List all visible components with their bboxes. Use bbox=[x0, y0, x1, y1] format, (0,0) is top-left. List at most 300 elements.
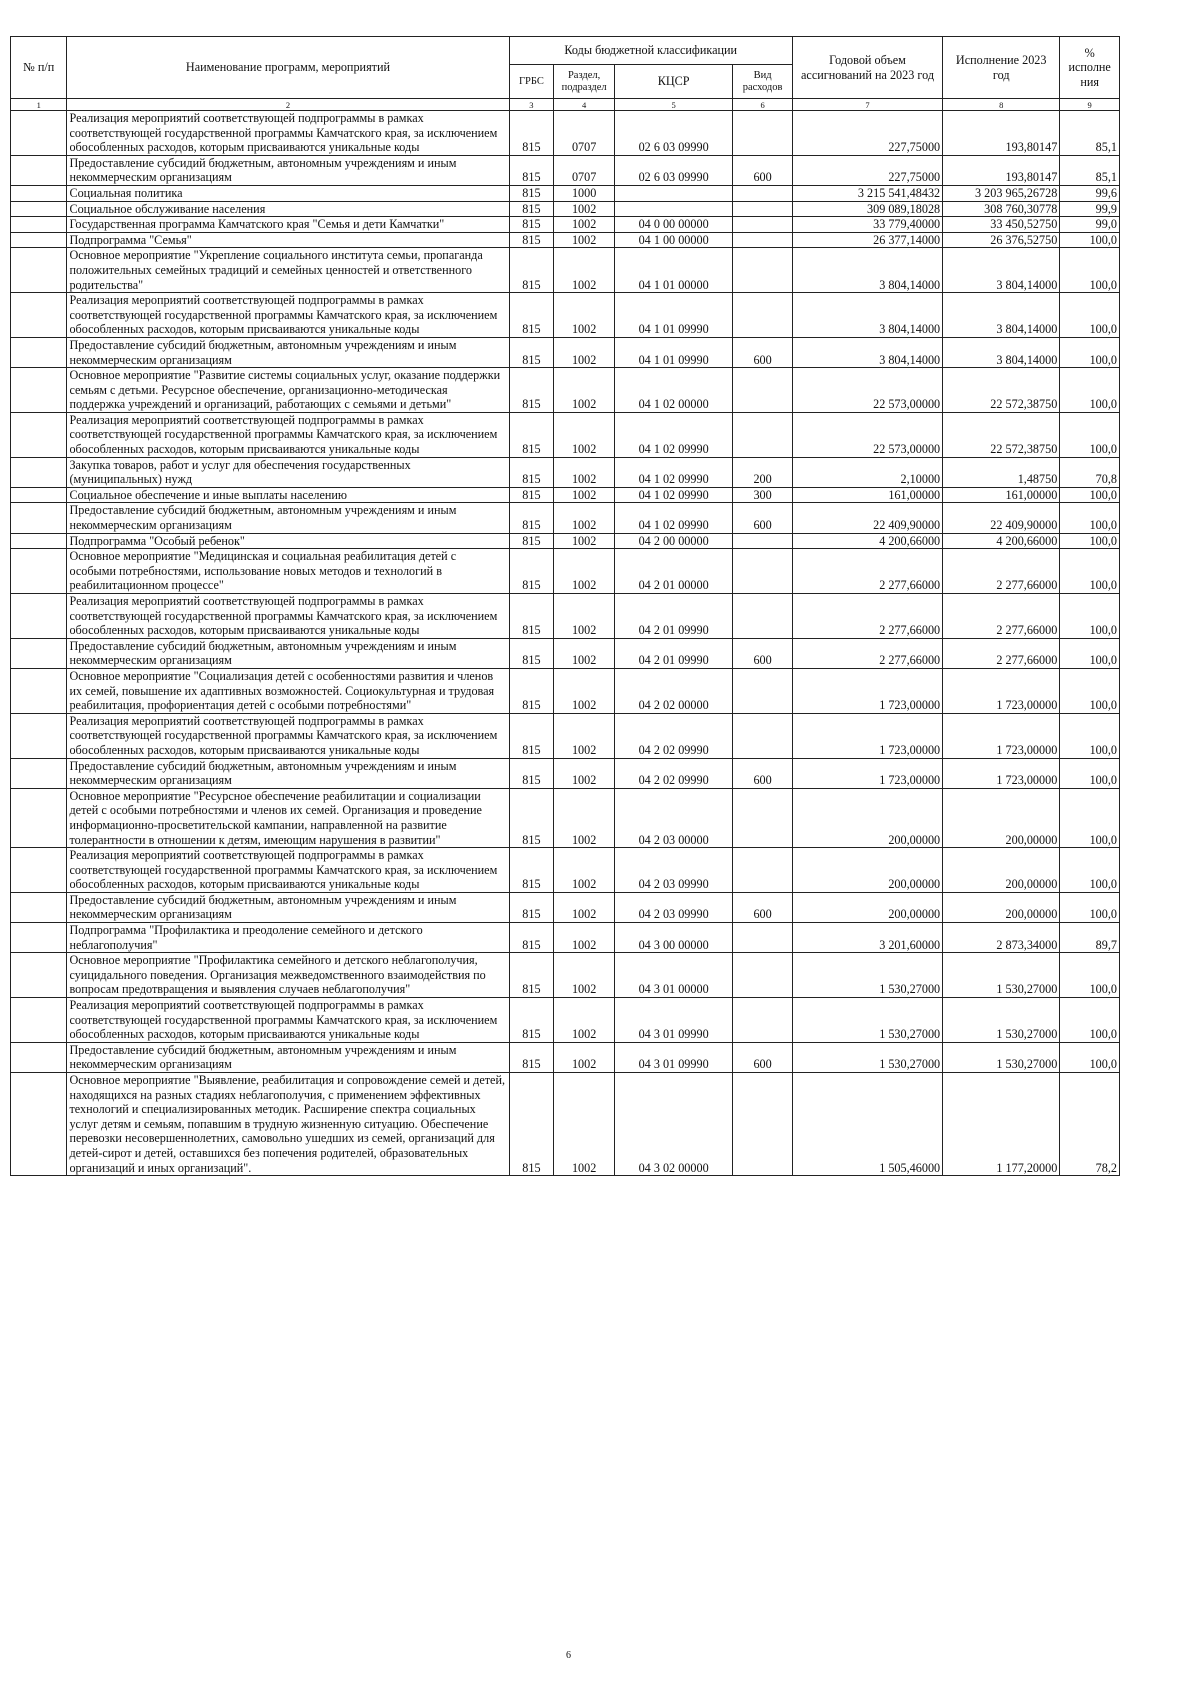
razdel-cell: 1002 bbox=[554, 758, 615, 788]
num-cell bbox=[11, 337, 67, 367]
annual-amount: 200,00000 bbox=[792, 848, 942, 893]
kcsr-cell bbox=[615, 185, 733, 201]
row-name: Подпрограмма "Особый ребенок" bbox=[67, 533, 509, 549]
vid-cell: 600 bbox=[733, 155, 793, 185]
row-name: Реализация мероприятий соответствующей подпрограммы в рамках соответствующей государственной программы Камчатского края, за исключением обособленных расходов, которым присваиваются уникальные коды bbox=[67, 848, 509, 893]
grbs-cell: 815 bbox=[509, 998, 554, 1043]
table-row bbox=[11, 111, 1120, 156]
razdel-cell: 1002 bbox=[554, 713, 615, 758]
razdel-cell: 1002 bbox=[554, 201, 615, 217]
kcsr-cell: 04 2 02 00000 bbox=[615, 668, 733, 713]
vid-cell: 200 bbox=[733, 457, 793, 487]
executed-amount: 200,00000 bbox=[943, 892, 1060, 922]
percent-cell: 100,0 bbox=[1060, 337, 1120, 367]
num-cell bbox=[11, 788, 67, 847]
grbs-cell: 815 bbox=[509, 953, 554, 998]
annual-amount: 1 723,00000 bbox=[792, 668, 942, 713]
grbs-cell: 815 bbox=[509, 848, 554, 893]
table-row bbox=[11, 788, 1120, 847]
vid-cell: 600 bbox=[733, 337, 793, 367]
razdel-cell: 1002 bbox=[554, 248, 615, 293]
kcsr-cell: 04 2 03 09990 bbox=[615, 892, 733, 922]
annual-amount: 1 530,27000 bbox=[792, 953, 942, 998]
percent-cell: 78,2 bbox=[1060, 1073, 1120, 1176]
kcsr-cell: 04 1 00 00000 bbox=[615, 232, 733, 248]
annual-amount: 22 573,00000 bbox=[792, 368, 942, 413]
kcsr-cell: 04 1 02 09990 bbox=[615, 487, 733, 503]
num-cell bbox=[11, 368, 67, 413]
vid-cell bbox=[733, 713, 793, 758]
column-number: 3 bbox=[509, 99, 554, 111]
executed-amount: 33 450,52750 bbox=[943, 217, 1060, 233]
grbs-cell: 815 bbox=[509, 533, 554, 549]
num-cell bbox=[11, 503, 67, 533]
column-number: 4 bbox=[554, 99, 615, 111]
row-name: Социальная политика bbox=[67, 185, 509, 201]
razdel-cell: 1002 bbox=[554, 1073, 615, 1176]
column-number-row bbox=[11, 99, 1120, 111]
annual-amount: 3 804,14000 bbox=[792, 248, 942, 293]
annual-amount: 4 200,66000 bbox=[792, 533, 942, 549]
annual-amount: 1 530,27000 bbox=[792, 998, 942, 1043]
num-cell bbox=[11, 111, 67, 156]
grbs-cell: 815 bbox=[509, 457, 554, 487]
razdel-cell: 0707 bbox=[554, 155, 615, 185]
table-row bbox=[11, 638, 1120, 668]
row-name: Реализация мероприятий соответствующей подпрограммы в рамках соответствующей государственной программы Камчатского края, за исключением обособленных расходов, которым присваиваются уникальные коды bbox=[67, 293, 509, 338]
num-cell bbox=[11, 594, 67, 639]
executed-amount: 22 572,38750 bbox=[943, 368, 1060, 413]
table-row bbox=[11, 232, 1120, 248]
grbs-cell: 815 bbox=[509, 638, 554, 668]
executed-amount: 22 572,38750 bbox=[943, 412, 1060, 457]
annual-amount: 227,75000 bbox=[792, 111, 942, 156]
table-row bbox=[11, 185, 1120, 201]
vid-cell bbox=[733, 788, 793, 847]
table-row bbox=[11, 533, 1120, 549]
percent-cell: 85,1 bbox=[1060, 111, 1120, 156]
executed-amount: 2 277,66000 bbox=[943, 594, 1060, 639]
column-number: 9 bbox=[1060, 99, 1120, 111]
executed-amount: 26 376,52750 bbox=[943, 232, 1060, 248]
grbs-cell: 815 bbox=[509, 412, 554, 457]
table-row bbox=[11, 549, 1120, 594]
num-cell bbox=[11, 638, 67, 668]
table-row bbox=[11, 758, 1120, 788]
executed-amount: 200,00000 bbox=[943, 788, 1060, 847]
vid-cell bbox=[733, 923, 793, 953]
num-cell bbox=[11, 953, 67, 998]
table-row bbox=[11, 713, 1120, 758]
kcsr-cell: 04 3 00 00000 bbox=[615, 923, 733, 953]
vid-cell bbox=[733, 412, 793, 457]
grbs-cell: 815 bbox=[509, 232, 554, 248]
razdel-cell: 1002 bbox=[554, 457, 615, 487]
grbs-cell: 815 bbox=[509, 923, 554, 953]
razdel-cell: 1002 bbox=[554, 638, 615, 668]
executed-amount: 1 723,00000 bbox=[943, 713, 1060, 758]
kcsr-cell: 04 2 02 09990 bbox=[615, 713, 733, 758]
annual-amount: 1 505,46000 bbox=[792, 1073, 942, 1176]
num-cell bbox=[11, 217, 67, 233]
annual-amount: 1 723,00000 bbox=[792, 758, 942, 788]
budget-execution-sheet bbox=[10, 36, 1120, 1176]
razdel-cell: 1002 bbox=[554, 503, 615, 533]
vid-cell bbox=[733, 248, 793, 293]
kcsr-cell: 04 1 01 09990 bbox=[615, 293, 733, 338]
percent-cell: 100,0 bbox=[1060, 549, 1120, 594]
kcsr-cell: 04 2 00 00000 bbox=[615, 533, 733, 549]
percent-cell: 100,0 bbox=[1060, 758, 1120, 788]
num-cell bbox=[11, 412, 67, 457]
row-name: Предоставление субсидий бюджетным, автономным учреждениям и иным некоммерческим организациям bbox=[67, 758, 509, 788]
percent-cell: 70,8 bbox=[1060, 457, 1120, 487]
percent-cell: 100,0 bbox=[1060, 594, 1120, 639]
table-row bbox=[11, 923, 1120, 953]
annual-amount: 3 804,14000 bbox=[792, 293, 942, 338]
razdel-cell: 1002 bbox=[554, 337, 615, 367]
razdel-cell: 1002 bbox=[554, 368, 615, 413]
vid-cell bbox=[733, 1073, 793, 1176]
executed-amount: 193,80147 bbox=[943, 111, 1060, 156]
grbs-cell: 815 bbox=[509, 503, 554, 533]
annual-amount: 200,00000 bbox=[792, 892, 942, 922]
row-name: Реализация мероприятий соответствующей подпрограммы в рамках соответствующей государственной программы Камчатского края, за исключением обособленных расходов, которым присваиваются уникальные коды bbox=[67, 594, 509, 639]
kcsr-cell: 04 2 03 00000 bbox=[615, 788, 733, 847]
percent-cell: 100,0 bbox=[1060, 892, 1120, 922]
num-cell bbox=[11, 892, 67, 922]
executed-amount: 1 530,27000 bbox=[943, 998, 1060, 1043]
row-name: Предоставление субсидий бюджетным, автономным учреждениям и иным некоммерческим организациям bbox=[67, 638, 509, 668]
vid-cell bbox=[733, 111, 793, 156]
annual-amount: 161,00000 bbox=[792, 487, 942, 503]
vid-cell bbox=[733, 293, 793, 338]
vid-cell bbox=[733, 549, 793, 594]
row-name: Основное мероприятие "Развитие системы социальных услуг, оказание поддержки семьям с детьми. Ресурсное обеспечение, организационно-методическая поддержка учреждений и организаций, работающих с семьями и детьми" bbox=[67, 368, 509, 413]
table-header bbox=[11, 37, 1120, 111]
percent-cell: 100,0 bbox=[1060, 848, 1120, 893]
num-cell bbox=[11, 533, 67, 549]
annual-amount: 26 377,14000 bbox=[792, 232, 942, 248]
row-name: Основное мероприятие "Профилактика семейного и детского неблагополучия, суицидального поведения. Организация межведомственного взаимодействия по вопросам предотвращения и выявления случаев неблагополучия" bbox=[67, 953, 509, 998]
grbs-cell: 815 bbox=[509, 788, 554, 847]
row-name: Реализация мероприятий соответствующей подпрограммы в рамках соответствующей государственной программы Камчатского края, за исключением обособленных расходов, которым присваиваются уникальные коды bbox=[67, 111, 509, 156]
razdel-cell: 1002 bbox=[554, 892, 615, 922]
percent-cell: 100,0 bbox=[1060, 412, 1120, 457]
vid-cell bbox=[733, 533, 793, 549]
grbs-cell: 815 bbox=[509, 111, 554, 156]
kcsr-cell bbox=[615, 201, 733, 217]
row-name: Предоставление субсидий бюджетным, автономным учреждениям и иным некоммерческим организациям bbox=[67, 892, 509, 922]
executed-amount: 4 200,66000 bbox=[943, 533, 1060, 549]
executed-amount: 200,00000 bbox=[943, 848, 1060, 893]
kcsr-cell: 04 3 01 00000 bbox=[615, 953, 733, 998]
num-cell bbox=[11, 549, 67, 594]
num-cell bbox=[11, 998, 67, 1043]
annual-amount: 309 089,18028 bbox=[792, 201, 942, 217]
percent-cell: 100,0 bbox=[1060, 533, 1120, 549]
percent-cell: 100,0 bbox=[1060, 1042, 1120, 1072]
column-number: 7 bbox=[792, 99, 942, 111]
header-grbs: ГРБС bbox=[509, 65, 554, 99]
razdel-cell: 1002 bbox=[554, 953, 615, 998]
table-row bbox=[11, 1073, 1120, 1176]
row-name: Реализация мероприятий соответствующей подпрограммы в рамках соответствующей государственной программы Камчатского края, за исключением обособленных расходов, которым присваиваются уникальные коды bbox=[67, 412, 509, 457]
table-row bbox=[11, 503, 1120, 533]
vid-cell: 600 bbox=[733, 503, 793, 533]
table-row bbox=[11, 412, 1120, 457]
kcsr-cell: 04 3 02 00000 bbox=[615, 1073, 733, 1176]
executed-amount: 161,00000 bbox=[943, 487, 1060, 503]
executed-amount: 2 277,66000 bbox=[943, 549, 1060, 594]
percent-cell: 99,6 bbox=[1060, 185, 1120, 201]
table-row bbox=[11, 594, 1120, 639]
grbs-cell: 815 bbox=[509, 487, 554, 503]
table-row bbox=[11, 998, 1120, 1043]
row-name: Основное мероприятие "Социализация детей с особенностями развития и членов их семей, повышение их адаптивных возможностей. Социокультурная и трудовая реабилитация, профориентация детей с особыми потребностями" bbox=[67, 668, 509, 713]
vid-cell bbox=[733, 185, 793, 201]
razdel-cell: 1002 bbox=[554, 487, 615, 503]
kcsr-cell: 04 3 01 09990 bbox=[615, 1042, 733, 1072]
vid-cell: 300 bbox=[733, 487, 793, 503]
annual-amount: 3 201,60000 bbox=[792, 923, 942, 953]
percent-cell: 100,0 bbox=[1060, 293, 1120, 338]
num-cell bbox=[11, 185, 67, 201]
row-name: Подпрограмма "Семья" bbox=[67, 232, 509, 248]
kcsr-cell: 04 1 02 09990 bbox=[615, 457, 733, 487]
executed-amount: 2 873,34000 bbox=[943, 923, 1060, 953]
grbs-cell: 815 bbox=[509, 368, 554, 413]
kcsr-cell: 04 3 01 09990 bbox=[615, 998, 733, 1043]
executed-amount: 1 723,00000 bbox=[943, 668, 1060, 713]
num-cell bbox=[11, 293, 67, 338]
annual-amount: 200,00000 bbox=[792, 788, 942, 847]
row-name: Реализация мероприятий соответствующей подпрограммы в рамках соответствующей государственной программы Камчатского края, за исключением обособленных расходов, которым присваиваются уникальные коды bbox=[67, 998, 509, 1043]
razdel-cell: 1002 bbox=[554, 668, 615, 713]
annual-amount: 2 277,66000 bbox=[792, 549, 942, 594]
grbs-cell: 815 bbox=[509, 713, 554, 758]
executed-amount: 3 804,14000 bbox=[943, 293, 1060, 338]
kcsr-cell: 04 1 02 09990 bbox=[615, 412, 733, 457]
annual-amount: 1 723,00000 bbox=[792, 713, 942, 758]
table-row bbox=[11, 487, 1120, 503]
razdel-cell: 1002 bbox=[554, 998, 615, 1043]
kcsr-cell: 04 2 02 09990 bbox=[615, 758, 733, 788]
razdel-cell: 1000 bbox=[554, 185, 615, 201]
vid-cell bbox=[733, 668, 793, 713]
num-cell bbox=[11, 713, 67, 758]
razdel-cell: 1002 bbox=[554, 848, 615, 893]
grbs-cell: 815 bbox=[509, 1042, 554, 1072]
razdel-cell: 1002 bbox=[554, 788, 615, 847]
annual-amount: 2,10000 bbox=[792, 457, 942, 487]
executed-amount: 1 530,27000 bbox=[943, 1042, 1060, 1072]
annual-amount: 3 215 541,48432 bbox=[792, 185, 942, 201]
razdel-cell: 1002 bbox=[554, 594, 615, 639]
executed-amount: 1 723,00000 bbox=[943, 758, 1060, 788]
razdel-cell: 1002 bbox=[554, 217, 615, 233]
annual-amount: 22 573,00000 bbox=[792, 412, 942, 457]
header-num: № п/п bbox=[11, 37, 67, 99]
kcsr-cell: 02 6 03 09990 bbox=[615, 111, 733, 156]
row-name: Предоставление субсидий бюджетным, автономным учреждениям и иным некоммерческим организациям bbox=[67, 155, 509, 185]
percent-cell: 100,0 bbox=[1060, 953, 1120, 998]
percent-cell: 85,1 bbox=[1060, 155, 1120, 185]
percent-cell: 89,7 bbox=[1060, 923, 1120, 953]
num-cell bbox=[11, 457, 67, 487]
vid-cell bbox=[733, 368, 793, 413]
executed-amount: 1 177,20000 bbox=[943, 1073, 1060, 1176]
razdel-cell: 1002 bbox=[554, 293, 615, 338]
kcsr-cell: 04 0 00 00000 bbox=[615, 217, 733, 233]
annual-amount: 1 530,27000 bbox=[792, 1042, 942, 1072]
table-row bbox=[11, 457, 1120, 487]
table-row bbox=[11, 892, 1120, 922]
percent-cell: 99,9 bbox=[1060, 201, 1120, 217]
num-cell bbox=[11, 201, 67, 217]
vid-cell: 600 bbox=[733, 1042, 793, 1072]
razdel-cell: 1002 bbox=[554, 1042, 615, 1072]
razdel-cell: 1002 bbox=[554, 533, 615, 549]
executed-amount: 3 804,14000 bbox=[943, 248, 1060, 293]
table-row bbox=[11, 201, 1120, 217]
percent-cell: 100,0 bbox=[1060, 503, 1120, 533]
vid-cell bbox=[733, 848, 793, 893]
executed-amount: 1,48750 bbox=[943, 457, 1060, 487]
kcsr-cell: 04 1 01 09990 bbox=[615, 337, 733, 367]
razdel-cell: 1002 bbox=[554, 232, 615, 248]
table-row bbox=[11, 293, 1120, 338]
grbs-cell: 815 bbox=[509, 594, 554, 639]
table-row bbox=[11, 248, 1120, 293]
grbs-cell: 815 bbox=[509, 248, 554, 293]
table-row bbox=[11, 368, 1120, 413]
num-cell bbox=[11, 232, 67, 248]
num-cell bbox=[11, 155, 67, 185]
grbs-cell: 815 bbox=[509, 217, 554, 233]
header-vid: Вид расходов bbox=[733, 65, 793, 99]
grbs-cell: 815 bbox=[509, 892, 554, 922]
num-cell bbox=[11, 923, 67, 953]
percent-cell: 100,0 bbox=[1060, 368, 1120, 413]
vid-cell: 600 bbox=[733, 758, 793, 788]
column-number: 2 bbox=[67, 99, 509, 111]
column-number: 6 bbox=[733, 99, 793, 111]
header-percent: % исполне ния bbox=[1060, 37, 1120, 99]
grbs-cell: 815 bbox=[509, 293, 554, 338]
header-exec: Исполнение 2023 год bbox=[943, 37, 1060, 99]
row-name: Государственная программа Камчатского края "Семья и дети Камчатки" bbox=[67, 217, 509, 233]
row-name: Предоставление субсидий бюджетным, автономным учреждениям и иным некоммерческим организациям bbox=[67, 503, 509, 533]
row-name: Закупка товаров, работ и услуг для обеспечения государственных (муниципальных) нужд bbox=[67, 457, 509, 487]
percent-cell: 100,0 bbox=[1060, 638, 1120, 668]
kcsr-cell: 02 6 03 09990 bbox=[615, 155, 733, 185]
vid-cell: 600 bbox=[733, 892, 793, 922]
percent-cell: 99,0 bbox=[1060, 217, 1120, 233]
num-cell bbox=[11, 668, 67, 713]
header-kcsr: КЦСР bbox=[615, 65, 733, 99]
grbs-cell: 815 bbox=[509, 668, 554, 713]
budget-table bbox=[10, 36, 1120, 1176]
header-codes: Коды бюджетной классификации bbox=[509, 37, 792, 65]
grbs-cell: 815 bbox=[509, 155, 554, 185]
executed-amount: 3 203 965,26728 bbox=[943, 185, 1060, 201]
percent-cell: 100,0 bbox=[1060, 713, 1120, 758]
percent-cell: 100,0 bbox=[1060, 248, 1120, 293]
vid-cell bbox=[733, 201, 793, 217]
executed-amount: 193,80147 bbox=[943, 155, 1060, 185]
kcsr-cell: 04 1 02 00000 bbox=[615, 368, 733, 413]
header-razdel: Раздел, подраздел bbox=[554, 65, 615, 99]
table-body bbox=[11, 111, 1120, 1176]
annual-amount: 33 779,40000 bbox=[792, 217, 942, 233]
annual-amount: 227,75000 bbox=[792, 155, 942, 185]
num-cell bbox=[11, 758, 67, 788]
vid-cell bbox=[733, 232, 793, 248]
annual-amount: 2 277,66000 bbox=[792, 594, 942, 639]
table-row bbox=[11, 848, 1120, 893]
grbs-cell: 815 bbox=[509, 758, 554, 788]
kcsr-cell: 04 2 01 00000 bbox=[615, 549, 733, 594]
executed-amount: 3 804,14000 bbox=[943, 337, 1060, 367]
table-row bbox=[11, 217, 1120, 233]
grbs-cell: 815 bbox=[509, 185, 554, 201]
row-name: Предоставление субсидий бюджетным, автономным учреждениям и иным некоммерческим организациям bbox=[67, 1042, 509, 1072]
annual-amount: 3 804,14000 bbox=[792, 337, 942, 367]
executed-amount: 22 409,90000 bbox=[943, 503, 1060, 533]
row-name: Социальное обеспечение и иные выплаты населению bbox=[67, 487, 509, 503]
num-cell bbox=[11, 848, 67, 893]
grbs-cell: 815 bbox=[509, 201, 554, 217]
razdel-cell: 1002 bbox=[554, 412, 615, 457]
executed-amount: 308 760,30778 bbox=[943, 201, 1060, 217]
table-row bbox=[11, 1042, 1120, 1072]
kcsr-cell: 04 2 01 09990 bbox=[615, 594, 733, 639]
header-name: Наименование программ, мероприятий bbox=[67, 37, 509, 99]
row-name: Подпрограмма "Профилактика и преодоление семейного и детского неблагополучия" bbox=[67, 923, 509, 953]
percent-cell: 100,0 bbox=[1060, 668, 1120, 713]
column-number: 5 bbox=[615, 99, 733, 111]
row-name: Основное мероприятие "Укрепление социального института семьи, пропаганда положительных семейных традиций и семейных ценностей и ответственного родительства" bbox=[67, 248, 509, 293]
razdel-cell: 1002 bbox=[554, 549, 615, 594]
vid-cell bbox=[733, 594, 793, 639]
page-number: 6 bbox=[566, 1650, 571, 1661]
kcsr-cell: 04 1 01 00000 bbox=[615, 248, 733, 293]
kcsr-cell: 04 2 03 09990 bbox=[615, 848, 733, 893]
row-name: Социальное обслуживание населения bbox=[67, 201, 509, 217]
row-name: Основное мероприятие "Ресурсное обеспечение реабилитации и социализации детей с особыми потребностями и членов их семей. Организация и проведение информационно-просветительской кампании, направленной на развитие толерантности в отношении к детям, имеющим нарушения в развитии" bbox=[67, 788, 509, 847]
table-row bbox=[11, 953, 1120, 998]
table-row bbox=[11, 155, 1120, 185]
row-name: Основное мероприятие "Медицинская и социальная реабилитация детей с особыми потребностями, использование новых методов и технологий в реабилитационном процессе" bbox=[67, 549, 509, 594]
razdel-cell: 0707 bbox=[554, 111, 615, 156]
header-annual: Годовой объем ассигнований на 2023 год bbox=[792, 37, 942, 99]
row-name: Реализация мероприятий соответствующей подпрограммы в рамках соответствующей государственной программы Камчатского края, за исключением обособленных расходов, которым присваиваются уникальные коды bbox=[67, 713, 509, 758]
kcsr-cell: 04 2 01 09990 bbox=[615, 638, 733, 668]
vid-cell bbox=[733, 998, 793, 1043]
table-row bbox=[11, 337, 1120, 367]
row-name: Основное мероприятие "Выявление, реабилитация и сопровождение семей и детей, находящихся на разных стадиях неблагополучия, с применением эффективных технологий и специализированных методик. Расширение спектра социальных услуг детям и семьям, попавшим в трудную жизненную ситуацию. Обеспечение перевозки несовершеннолетних, самовольно ушедших из семей, организаций для детей-сирот и детей, оставшихся без попечения родителей, образовательных организаций и иных организаций". bbox=[67, 1073, 509, 1176]
vid-cell bbox=[733, 953, 793, 998]
vid-cell bbox=[733, 217, 793, 233]
num-cell bbox=[11, 248, 67, 293]
num-cell bbox=[11, 487, 67, 503]
vid-cell: 600 bbox=[733, 638, 793, 668]
grbs-cell: 815 bbox=[509, 549, 554, 594]
percent-cell: 100,0 bbox=[1060, 487, 1120, 503]
grbs-cell: 815 bbox=[509, 337, 554, 367]
num-cell bbox=[11, 1073, 67, 1176]
